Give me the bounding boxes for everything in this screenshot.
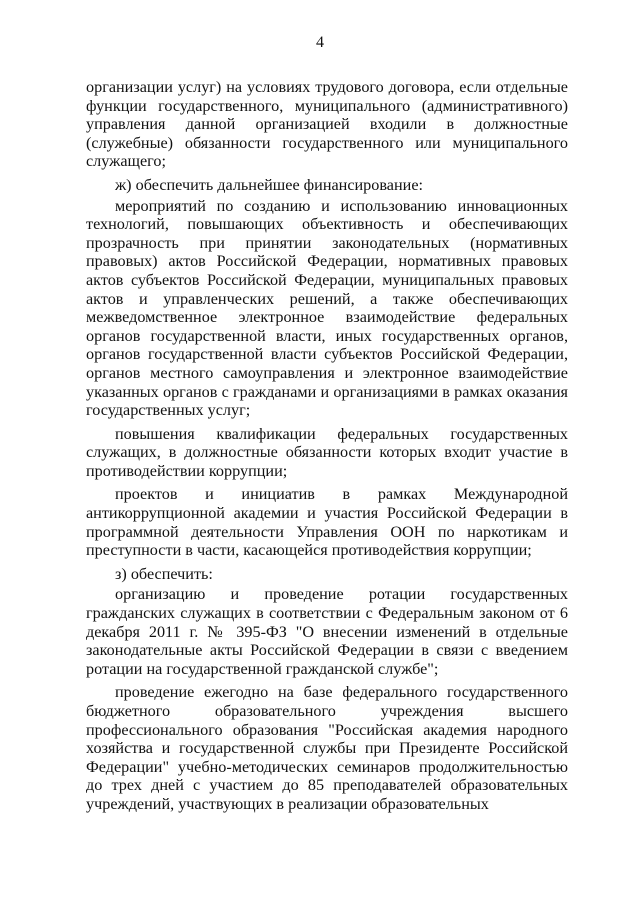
- paragraph-innovative-technologies: мероприятий по созданию и использованию инновационных технологий, повышающих объективность и обеспечивающих прозрачность при принятии законодательных (нормативных правовых) актов Российской Федерации, нормативных правовых актов субъектов Российской Федерации, муниципальных правовых актов и управленческих решений, а также обеспечивающих межведомственное электронное взаимодействие федеральных органов государственной власти, иных государственных органов, органов государственной власти субъектов Российской Федерации, органов местного самоуправления и электронное взаимодействие указанных органов с гражданами и организациями в рамках оказания государственных услуг;: [86, 196, 568, 420]
- paragraph-continuation: организации услуг) на условиях трудового договора, если отдельные функции государственного, муниципального (административного) управления данной организацией входили в должностные (служебные) обязанности государственного или муниципального служащего;: [86, 78, 568, 171]
- paragraph-subclause-zh: ж) обеспечить дальнейшее финансирование:: [115, 175, 423, 194]
- document-body: [86, 78, 568, 819]
- paragraph-qualification: повышения квалификации федеральных государственных служащих, в должностные обязанности которых входит участие в противодействии коррупции;: [86, 424, 568, 480]
- paragraph-international-academy: проектов и инициатив в рамках Международной антикоррупционной академии и участия Российской Федерации в программной деятельности Управления ООН по наркотикам и преступности в части, касающейся противодействия коррупции;: [86, 485, 568, 560]
- page-number: 4: [316, 34, 324, 51]
- paragraph-rotation: организацию и проведение ротации государственных гражданских служащих в соответствии с Федеральным законом от 6 декабря 2011 г. № 395-ФЗ "О внесении изменений в отдельные законодательные акты Российской Федерации в связи с введением ротации на государственной гражданской службе";: [86, 585, 568, 678]
- paragraph-subclause-z: з) обеспечить:: [115, 564, 213, 583]
- paragraph-seminars: проведение ежегодно на базе федерального государственного бюджетного образовательного учреждения высшего профессионального образования "Российская академия народного хозяйства и государственной службы при Президенте Российской Федерации" учебно-методических семинаров продолжительностью до трех дней с участием до 85 преподавателей образовательных учреждений, участвующих в реализации образовательных: [86, 683, 568, 813]
